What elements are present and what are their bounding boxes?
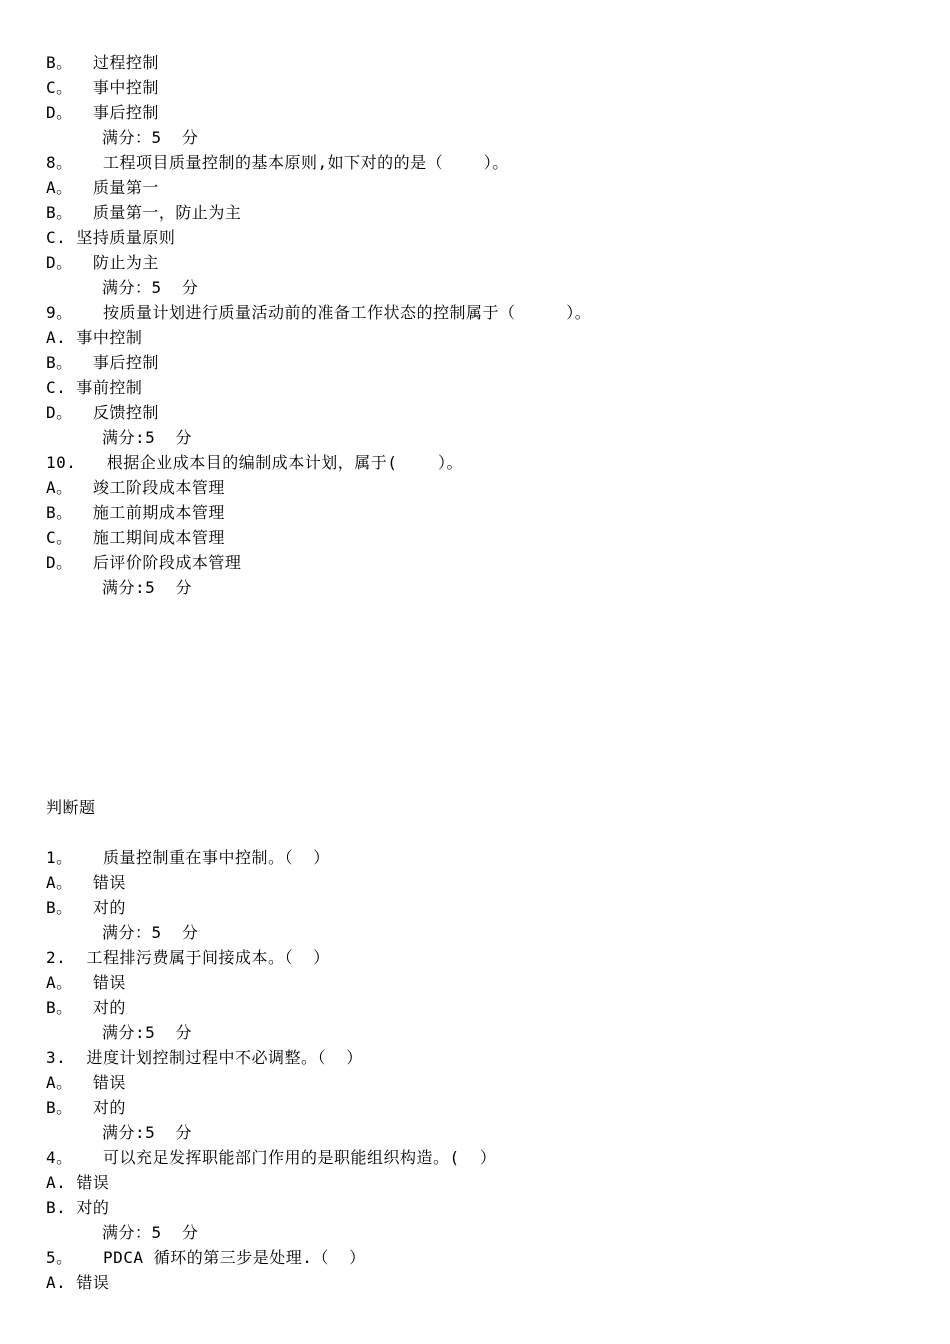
question-line: 2. 工程排污费属于间接成本。（ ）	[46, 948, 330, 967]
option-line: C. 坚持质量原则	[46, 228, 176, 247]
option-line: B。 事后控制	[46, 353, 159, 372]
score-line: 满分:5 分	[102, 1023, 193, 1042]
option-line: B。 对的	[46, 998, 126, 1017]
question-line: 8。 工程项目质量控制的基本原则,如下对的的是（ ）。	[46, 153, 509, 172]
question-line: 3. 进度计划控制过程中不必调整。（ ）	[46, 1048, 363, 1067]
heading-spacer	[46, 820, 926, 845]
option-line: A. 事中控制	[46, 328, 143, 347]
option-line: A。 错误	[46, 1073, 126, 1092]
option-line: A。 错误	[46, 973, 126, 992]
option-line: D。 事后控制	[46, 103, 159, 122]
option-line: D。 后评价阶段成本管理	[46, 553, 242, 572]
question-line: 10. 根据企业成本目的编制成本计划，属于( ）。	[46, 453, 463, 472]
option-line: D。 防止为主	[46, 253, 159, 272]
option-line: B。 施工前期成本管理	[46, 503, 225, 522]
option-line: B。 对的	[46, 898, 126, 917]
option-line: A。 质量第一	[46, 178, 159, 197]
question-line: 1。 质量控制重在事中控制。（ ）	[46, 848, 330, 867]
option-line: C。 施工期间成本管理	[46, 528, 225, 547]
option-line: A。 错误	[46, 873, 126, 892]
option-line: C. 事前控制	[46, 378, 143, 397]
multiple-choice-section	[46, 50, 926, 600]
option-line: B。 质量第一，防止为主	[46, 203, 242, 222]
score-line: 满分：5 分	[102, 278, 199, 297]
option-line: B. 对的	[46, 1198, 110, 1217]
question-line: 5。 PDCA 循环的第三步是处理.（ ）	[46, 1248, 366, 1267]
option-line: D。 反馈控制	[46, 403, 159, 422]
score-line: 满分：5 分	[102, 1223, 199, 1242]
score-line: 满分：5 分	[102, 128, 199, 147]
section-spacer	[46, 600, 926, 795]
score-line: 满分:5 分	[102, 1123, 193, 1142]
option-line: A。 竣工阶段成本管理	[46, 478, 225, 497]
option-line: B。 过程控制	[46, 53, 159, 72]
option-line: A. 错误	[46, 1173, 110, 1192]
option-line: B。 对的	[46, 1098, 126, 1117]
section-heading: 判断题	[46, 798, 96, 817]
option-line: A. 错误	[46, 1273, 110, 1292]
score-line: 满分：5 分	[102, 923, 199, 942]
document-page	[46, 50, 926, 1295]
option-line: C。 事中控制	[46, 78, 159, 97]
question-line: 4。 可以充足发挥职能部门作用的是职能组织构造。( ）	[46, 1148, 497, 1167]
score-line: 满分:5 分	[102, 578, 193, 597]
question-line: 9。 按质量计划进行质量活动前的准备工作状态的控制属于（ ）。	[46, 303, 592, 322]
true-false-section	[46, 795, 926, 1295]
score-line: 满分:5 分	[102, 428, 193, 447]
